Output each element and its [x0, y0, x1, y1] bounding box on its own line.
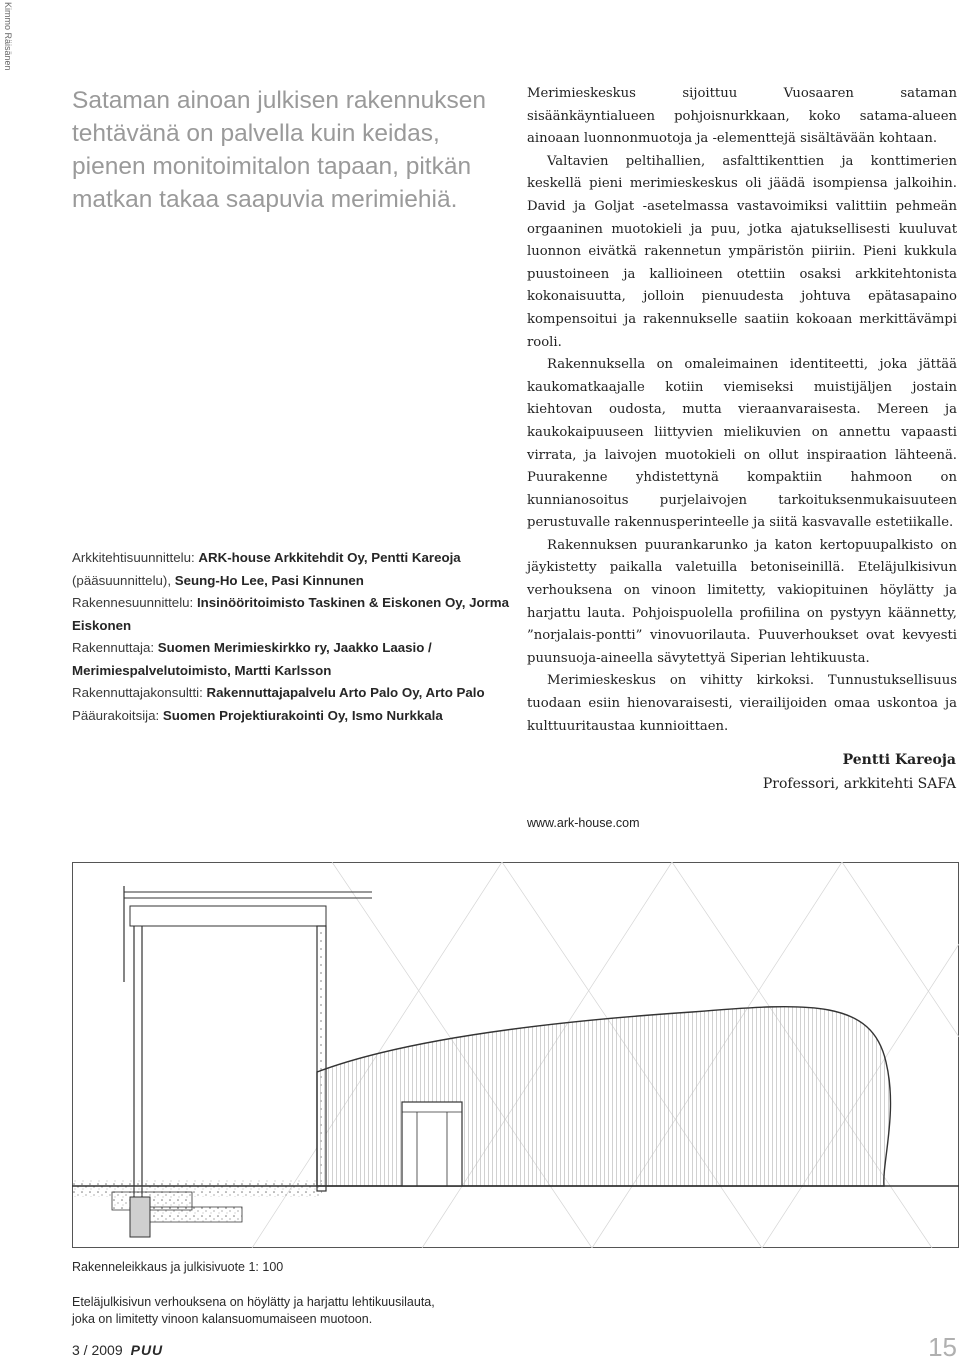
magazine-logo: PUU	[130, 1342, 164, 1358]
page-number: 15	[928, 1332, 957, 1362]
credit-consultant: Rakennuttajakonsultti: Rakennuttajapalvelu Arto Palo Oy, Arto Palo	[72, 685, 485, 700]
drawing-caption: Rakenneleikkaus ja julkisivuote 1: 100	[72, 1260, 284, 1274]
body-paragraph: Valtavien peltihallien, asfalttikenttien ja konttimerien keskellä pieni merimieskeskus oli jäädä isompiensa jalkoihin. David ja Goljat -asetelmassa vastavoimiksi valittiin pehmeän orgaaninen muotokieli ja puu, jotka ajatuksellisesti kuuluvat luonnon eivätkä rakennetun ympäristön piiriin. Pieni kukkula puustoineen ja kallioineen otettiin osaksi arkkitehtonista kokonaisuutta, jolloin pienuudesta johtuva epätasapaino kompensoitui ja rakennukselle saatiin kokoaan merkittävämpi rooli.	[527, 153, 957, 350]
website-link[interactable]: www.ark-house.com	[527, 816, 640, 830]
body-paragraph: Merimieskeskus on vihitty kirkoksi. Tunnustuksellisuus tuodaan esiin hienovaraisesti, vierailijoiden omaa uskontoa ja kulttuuritaustaa kunnioittaen.	[527, 673, 957, 734]
body-paragraph: Rakennuksen puurankarunko ja katon kertopuupalkisto on jäykistetty paikalla valetuilla betoniseinillä. Eteläjulkisivun verhouksena on vinoon limitetty, vakiopituinen höylätty ja harjattu lauta. Pohjoispuolella profiilina on pystyyn käännetty, ”norjalais-pontti” vinovuorilauta. Puuverhoukset ovat kevyesti puunsuoja-aineella sävytettyä Siperian lehtikuusta.	[527, 537, 957, 666]
body-paragraph: Rakennuksella on omaleimainen identiteetti, joka jättää kaukomatkaajalle kotiin viemiseksi muistijäljen jostain kiehtovan oudosta, mutta vieraanvaraisesta. Mereen ja kaukokaipuuseen liittyvien mielikuvien on annettu vapaasti virrata, ja laivojen muotokieli on ollut inspiraation lähteenä. Puurakenne yhdistettynä kompaktiin hahmoon on kunnianosoitus purjelaivojen tarkoituksenmukaisuuteen perustuvalle rakennusperinteelle ja siitä kasvavalle estetiikalle.	[527, 357, 957, 531]
photo-credit: Kimmo Räisänen	[3, 2, 13, 71]
body-paragraph: Merimieskeskus sijoittuu Vuosaaren sataman sisäänkäyntialueen pohjoisnurkkaan, koko satama-alueen ainoaan luonnonmuotoja ja -elementtejä sisältävään kohtaan.	[527, 86, 957, 147]
author-title: Professori, arkkitehti SAFA	[762, 776, 956, 792]
pullquote: Sataman ainoan julkisen rakennuksen tehtävänä on palvella kuin keidas, pienen monitoimitalon tapaan, pitkän matkan takaa saapuvia merimiehiä.	[72, 87, 487, 213]
section-elevation-drawing	[72, 862, 959, 1248]
cladding-caption: Eteläjulkisivun verhouksena on höylätty ja harjattu lehtikuusilauta, joka on limitetty vinoon kalansuomumaiseen muotoon.	[72, 1295, 435, 1326]
credit-structural: Rakennesuunnittelu: Insinööritoimisto Taskinen & Eiskonen Oy, Jorma Eiskonen	[72, 595, 510, 633]
issue-footer	[72, 1342, 163, 1358]
article-body	[527, 83, 957, 738]
credit-developer: Rakennuttaja: Suomen Merimieskirkko ry, Jaakko Laasio / Merimiespalvelutoimisto, Martti Karlsson	[72, 640, 432, 678]
author-name: Pentti Kareoja	[842, 752, 956, 768]
project-credits	[72, 547, 512, 727]
credit-contractor: Pääurakoitsija: Suomen Projektiurakointi Oy, Ismo Nurkkala	[72, 707, 443, 723]
credit-architecture: Arkkitehtisuunnittelu: ARK-house Arkkitehdit Oy, Pentti Kareoja (pääsuunnittelu), Seung-Ho Lee, Pasi Kinnunen	[72, 550, 461, 588]
entrance-door	[402, 1102, 462, 1186]
issue-number: 3 / 2009	[72, 1342, 123, 1358]
author-signature	[763, 748, 956, 796]
